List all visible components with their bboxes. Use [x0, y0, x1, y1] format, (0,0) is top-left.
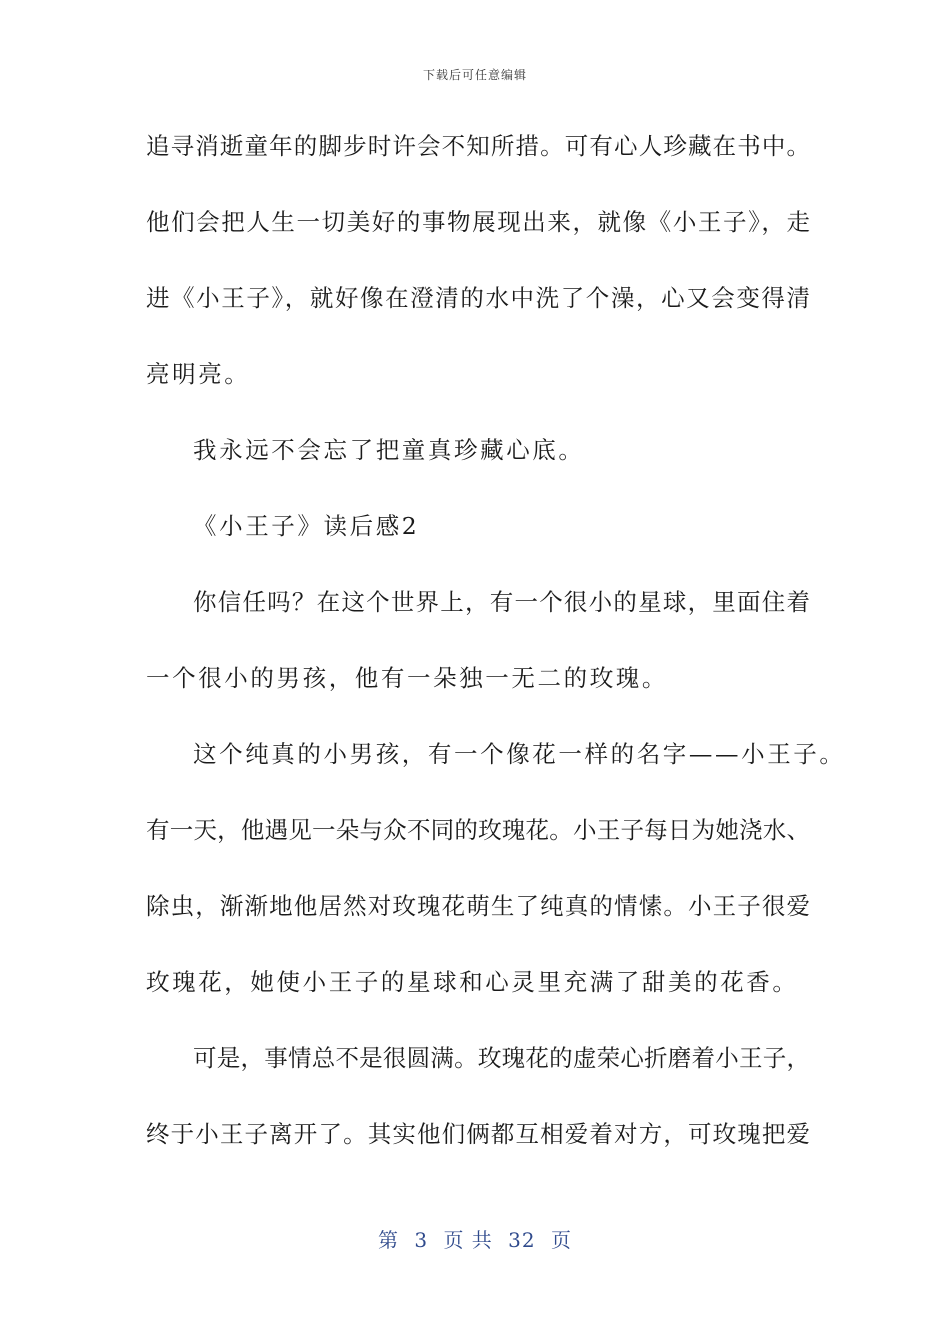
text-line: 追寻消逝童年的脚步时许会不知所措。可有心人珍藏在书中。 [146, 132, 810, 160]
document-body [146, 124, 846, 1188]
text-line: 亮明亮。 [146, 360, 251, 388]
text-line: 可是，事情总不是很圆满。玫瑰花的虚荣心折磨着小王子， [193, 1044, 810, 1072]
text-line: 他们会把人生一切美好的事物展现出来，就像《小王子》，走 [146, 208, 810, 236]
page-footer [0, 1224, 950, 1253]
page-label-suffix: 页 [550, 1228, 572, 1252]
text-line: 我永远不会忘了把童真珍藏心底。 [193, 436, 585, 464]
current-page-number: 3 [414, 1228, 429, 1252]
text-line: 除虫，渐渐地他居然对玫瑰花萌生了纯真的情愫。小王子很爱 [146, 892, 810, 920]
text-line: 一个很小的男孩，他有一朵独一无二的玫瑰。 [146, 664, 668, 692]
text-line: 玫瑰花，她使小王子的星球和心灵里充满了甜美的花香。 [146, 968, 799, 996]
page-label-middle: 页 共 [443, 1228, 493, 1252]
page-label-prefix: 第 [378, 1228, 399, 1252]
section-heading: 《小王子》读后感2 [193, 512, 420, 540]
total-pages-number: 32 [508, 1228, 536, 1252]
page-header: 下载后可任意编辑 [422, 68, 527, 82]
text-line: 这个纯真的小男孩，有一个像花一样的名字——小王子。 [193, 740, 846, 768]
text-line: 有一天，他遇见一朵与众不同的玫瑰花。小王子每日为她浇水、 [146, 816, 810, 844]
text-line: 进《小王子》，就好像在澄清的水中洗了个澡，心又会变得清 [146, 284, 810, 312]
text-line: 你信任吗？在这个世界上，有一个很小的星球，里面住着 [193, 588, 810, 616]
text-line: 终于小王子离开了。其实他们俩都互相爱着对方，可玫瑰把爱 [146, 1120, 810, 1148]
